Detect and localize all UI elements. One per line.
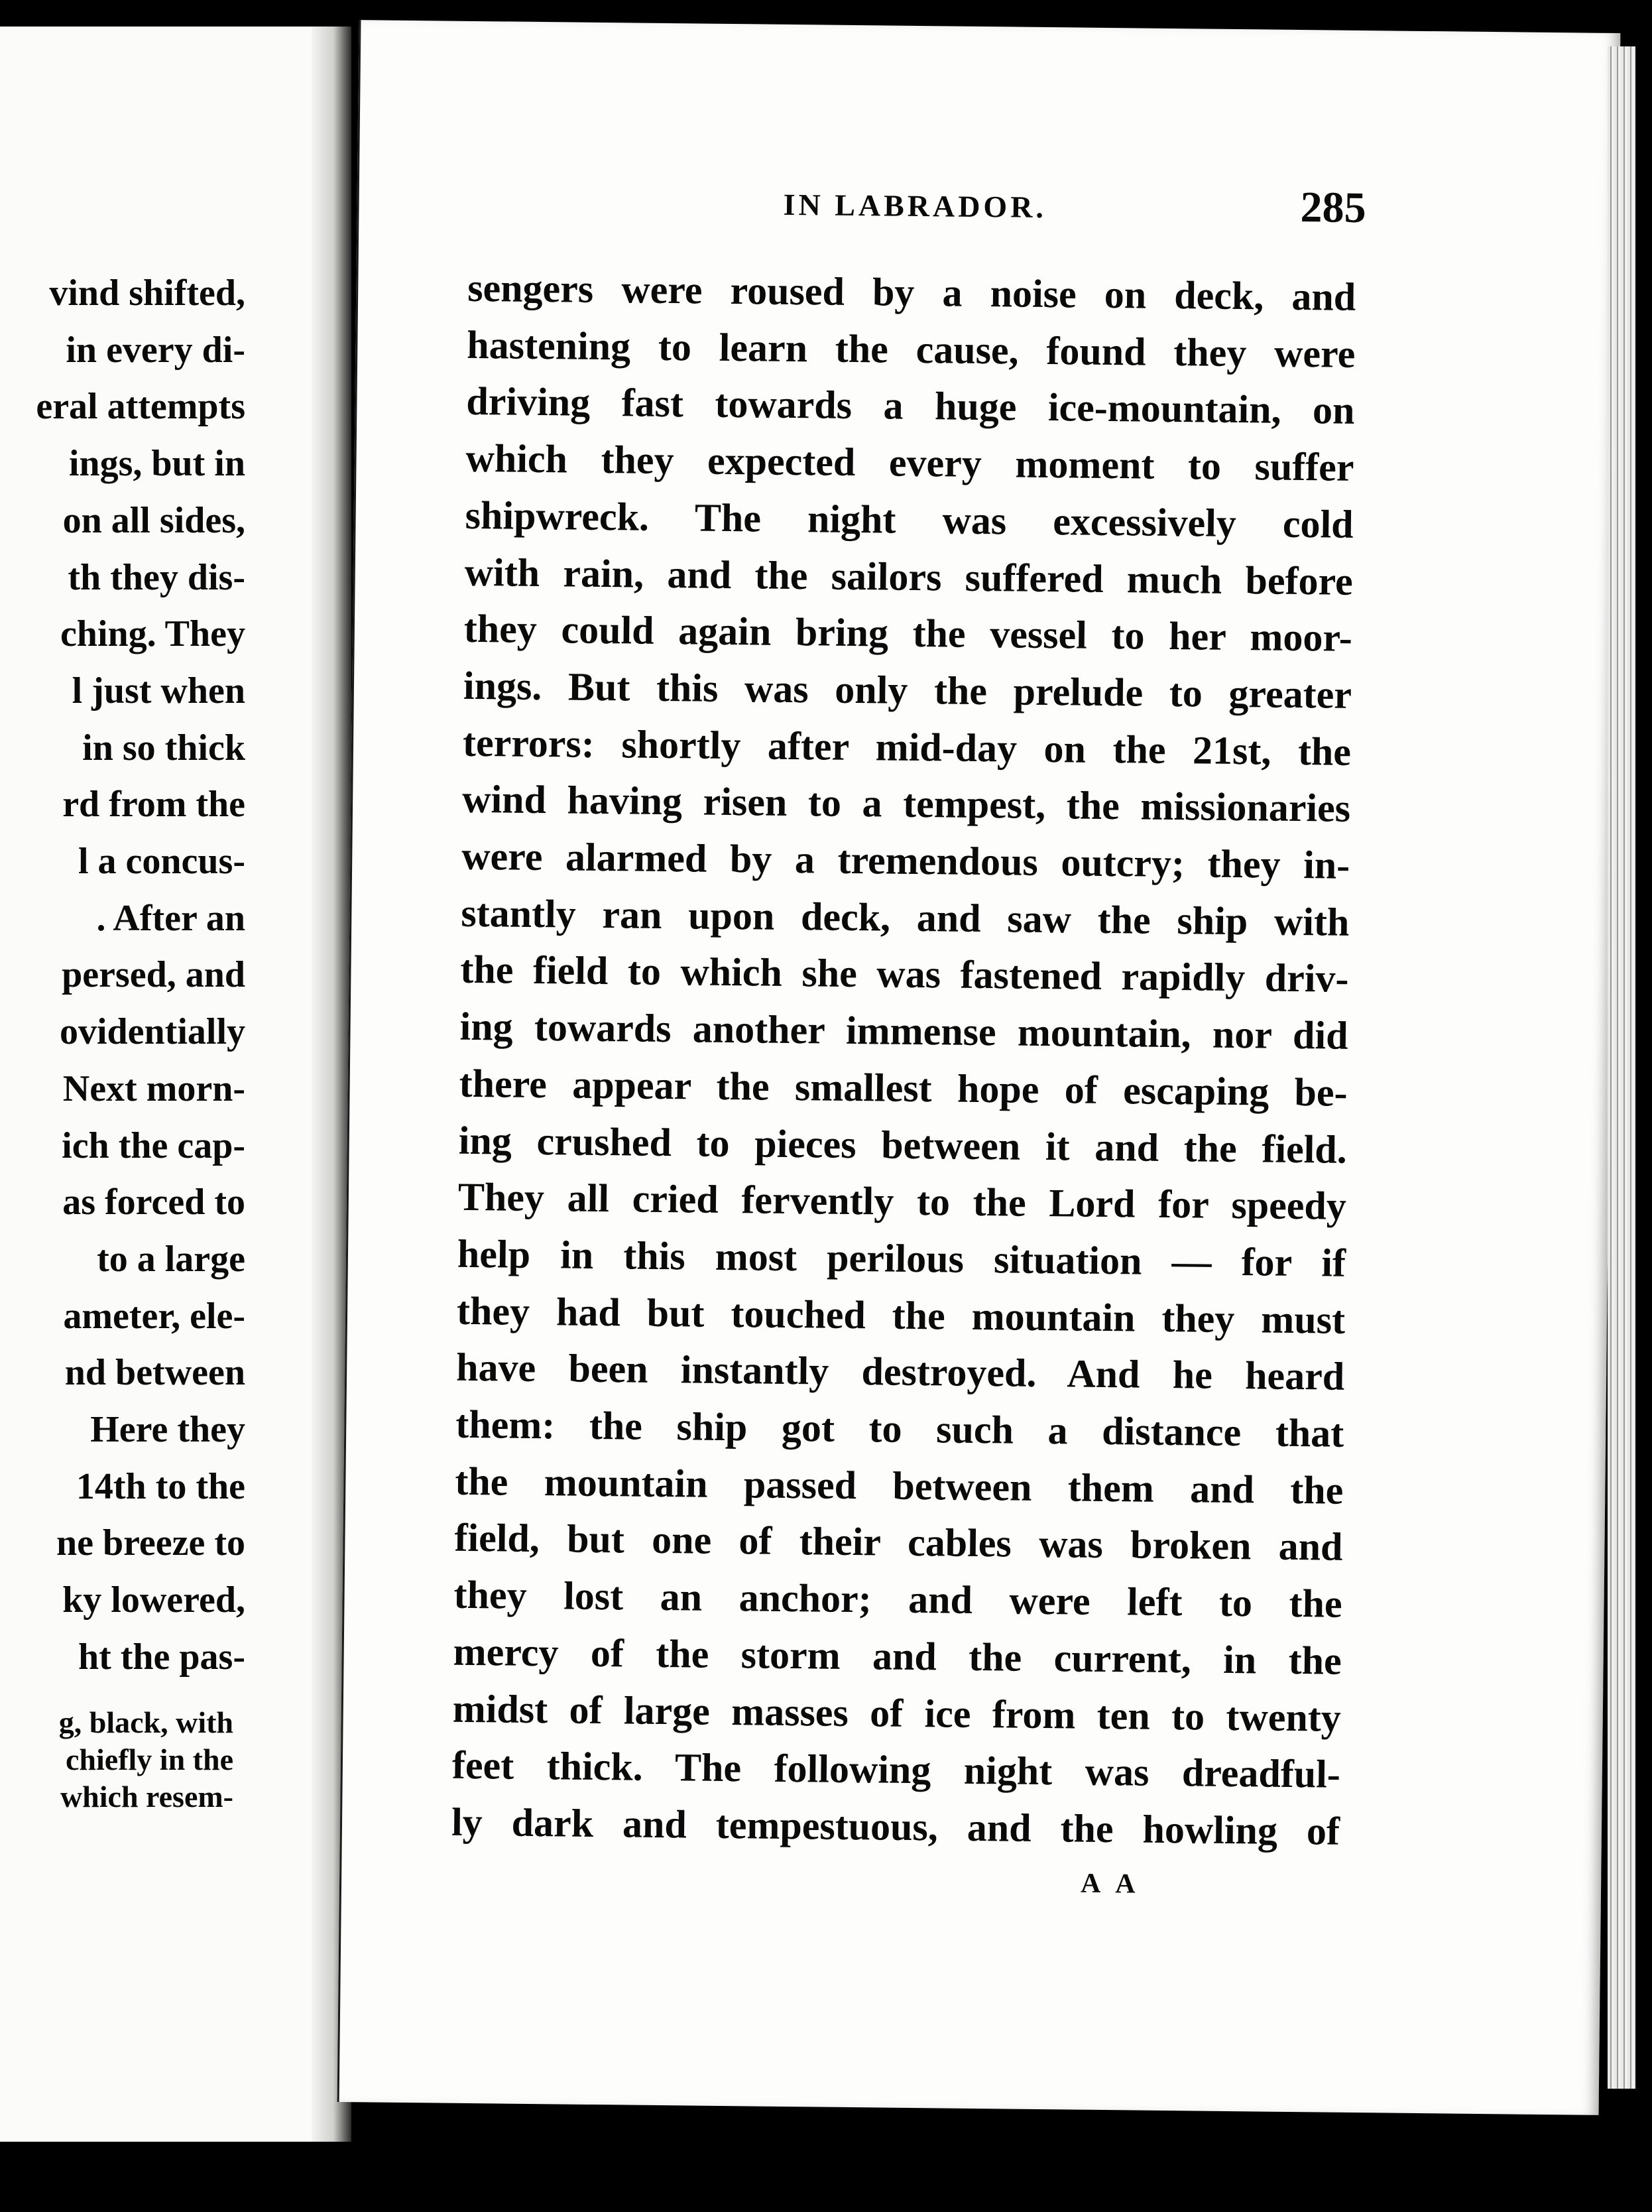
text-line: wind having risen to a tempest, the missionaries <box>461 777 1351 831</box>
signature-mark: A A <box>1080 1868 1141 1900</box>
footnote-line: g, black, with <box>58 1705 233 1739</box>
text-line: th they dis- <box>68 556 245 598</box>
text-line: in so thick <box>82 727 245 768</box>
text-line: have been instantly destroyed. And he heard <box>455 1345 1345 1399</box>
previous-page-text <box>36 265 245 1686</box>
page-number: 285 <box>1300 183 1366 233</box>
footnote-line: chiefly in the <box>66 1743 233 1776</box>
previous-page <box>0 27 345 2142</box>
text-line: ings, but in <box>68 443 245 485</box>
text-line: in every di- <box>66 329 245 371</box>
current-page <box>337 20 1621 2115</box>
footnote-line: which resem- <box>60 1780 233 1813</box>
text-line: ings. But this was only the prelude to greater <box>463 663 1352 717</box>
text-line: stantly ran upon deck, and saw the ship with <box>461 891 1350 944</box>
text-line: ky lowered, <box>62 1579 245 1621</box>
text-line: ich the cap- <box>62 1125 245 1166</box>
previous-page-footnote <box>59 1704 233 1815</box>
text-line: them: the ship got to such a distance that <box>455 1402 1344 1455</box>
text-line: feet thick. The following night was dreadful- <box>451 1743 1341 1797</box>
text-line: there appear the smallest hope of escaping be- <box>459 1061 1348 1115</box>
text-line: ing crushed to pieces between it and the field. <box>458 1118 1348 1172</box>
text-line: midst of large masses of ice from ten to twenty <box>452 1686 1342 1740</box>
page-body-text <box>451 260 1356 1861</box>
text-line: They all cried fervently to the Lord for speedy <box>457 1175 1347 1229</box>
text-line: rd from the <box>62 784 245 826</box>
text-line: which they expected every moment to suffer <box>465 436 1354 489</box>
text-line: l just when <box>72 670 245 711</box>
text-line: eral attempts <box>36 386 245 428</box>
text-line: driving fast towards a huge ice-mountain, on <box>466 379 1355 433</box>
text-line: ovidentially <box>59 1011 245 1053</box>
text-line: sengers were roused by a noise on deck, and <box>467 265 1356 319</box>
text-line: persed, and <box>62 954 245 996</box>
text-line: they had but touched the mountain they must <box>456 1288 1346 1342</box>
page-edges <box>1608 46 1635 2089</box>
text-line: ht the pas- <box>78 1636 245 1678</box>
text-line: help in this most perilous situation — for if <box>457 1231 1346 1285</box>
text-line: l a concus- <box>78 841 245 883</box>
text-line: as forced to <box>62 1182 245 1223</box>
text-line: ly dark and tempestuous, and the howling of <box>451 1800 1340 1853</box>
text-line: Here they <box>90 1409 245 1451</box>
text-line: . After an <box>96 897 245 939</box>
text-line: ing towards another immense mountain, nor did <box>459 1004 1348 1058</box>
text-line: vind shifted, <box>49 273 245 314</box>
text-line: hastening to learn the cause, found they were <box>467 322 1356 376</box>
text-line: the mountain passed between them and the <box>455 1459 1344 1512</box>
text-line: nd between <box>64 1352 245 1394</box>
running-head: IN LABRADOR. <box>783 187 1047 225</box>
text-line: field, but one of their cables was broken and <box>454 1516 1343 1569</box>
text-line: with rain, and the sailors suffered much before <box>464 550 1354 603</box>
text-line: ameter, ele- <box>63 1295 245 1337</box>
text-line: to a large <box>97 1238 245 1280</box>
text-line: 14th to the <box>76 1465 245 1507</box>
text-line: were alarmed by a tremendous outcry; they in- <box>461 833 1350 887</box>
text-line: on all sides, <box>62 499 245 541</box>
text-line: terrors: shortly after mid-day on the 21st, the <box>462 720 1352 774</box>
text-line: ne breeze to <box>56 1522 245 1564</box>
text-line: ching. They <box>60 613 245 655</box>
text-line: mercy of the storm and the current, in the <box>453 1629 1342 1683</box>
text-line: they could again bring the vessel to her moor- <box>463 607 1353 660</box>
text-line: shipwreck. The night was excessively cold <box>465 493 1354 546</box>
text-line: Next morn- <box>62 1068 245 1109</box>
text-line: they lost an anchor; and were left to the <box>453 1572 1342 1626</box>
text-line: the field to which she was fastened rapidly driv- <box>460 948 1349 1001</box>
